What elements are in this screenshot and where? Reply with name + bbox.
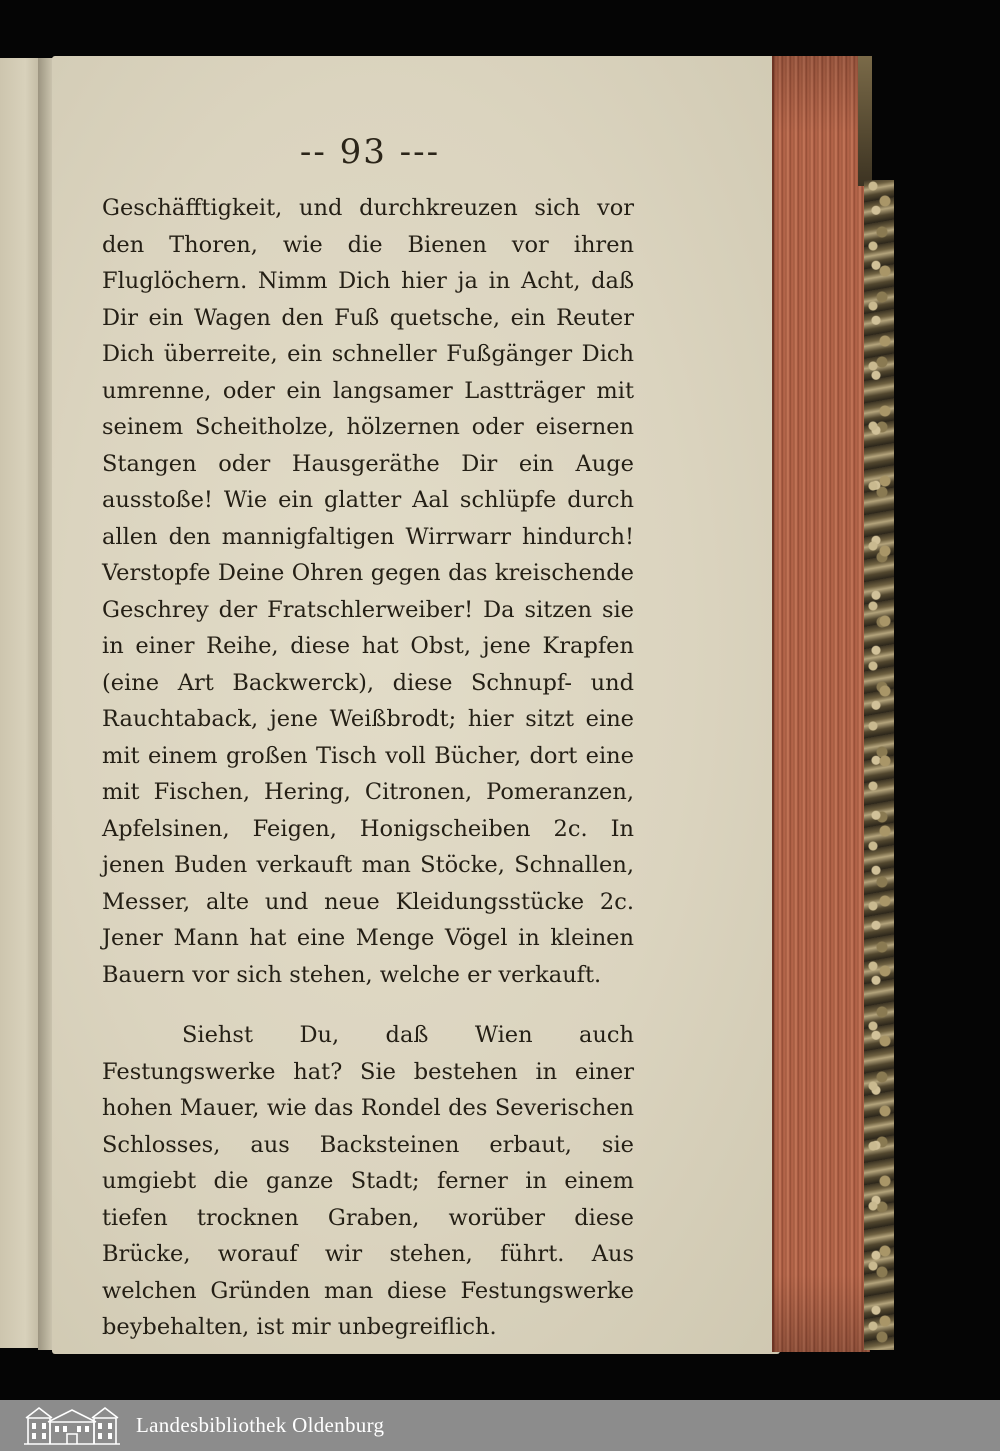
paragraph-2: Siehst Du, daß Wien auch Festungswerke hat? Sie bestehen in einer hohen Mauer, wie das Rondel des Severischen Schlosses, aus Backsteinen erbaut, sie umgiebt die ganze Stadt; ferner in einem tiefen trocknen Graben, worüber diese Brücke, worauf wir stehen, führt. Aus welchen Gründen man diese Festungswerke beybehalten, ist mir unbegreiflich. [102, 1022, 634, 1340]
page-block-edge [772, 56, 870, 1352]
paragraph-1: Geschäfftigkeit, und durchkreuzen sich vor den Thoren, wie die Bienen vor ihren Fluglöchern. Nimm Dich hier ja in Acht, daß Dir ein Wagen den Fuß quetsche, ein Reuter Dich überreite, ein schneller Fußgänger Dich umrenne, oder ein langsamer Lastträger mit seinem Scheitholze, hölzernen oder eisernen Stangen oder Hausgeräthe Dir ein Auge ausstoße! Wie ein glatter Aal schlüpfe durch allen den mannigfaltigen Wirrwarr hindurch! Verstopfe Deine Ohren gegen das kreischende Geschrey der Fratschlerweiber! Da sitzen sie in einer Reihe, diese hat Obst, jene Krapfen (eine Art Backwerck), diese Schnupf- und Rauchtaback, jene Weißbrodt; hier sitzt eine mit einem großen Tisch voll Bücher, dort eine mit Fischen, Hering, Citronen, Pomeranzen, Apfelsinen, Feigen, Honigscheiben 2c. In jenen Buden verkauft man Stöcke, Schnallen, Messer, alte und neue Kleidungsstücke 2c. Jener Mann hat eine Menge Vögel in kleinen Bauern vor sich stehen, welche er verkauft. [102, 195, 634, 988]
library-name: Landesbibliothek Oldenburg [136, 1413, 385, 1437]
page-number: -- 93 --- [299, 132, 441, 172]
library-building-icon [20, 1402, 124, 1448]
body-text [102, 190, 634, 1346]
cover-board-top [858, 56, 872, 186]
marbled-cover [864, 180, 894, 1350]
